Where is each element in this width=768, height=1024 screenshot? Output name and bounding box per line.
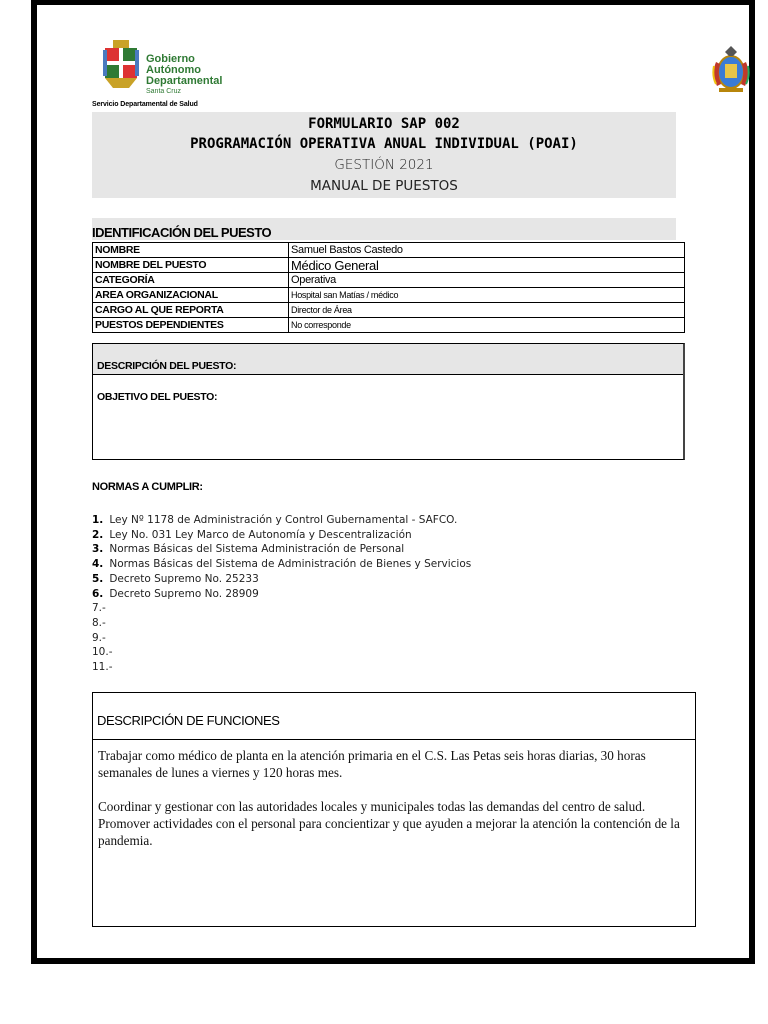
funcion-paragraph: Coordinar y gestionar con las autoridades locales y municipales todas las demandas del centro de salud. — [98, 799, 646, 814]
objetivo-label: OBJETIVO DEL PUESTO: — [97, 391, 218, 403]
logo-line-4: Santa Cruz — [146, 88, 182, 95]
funciones-body — [98, 747, 689, 849]
table-row — [93, 258, 685, 273]
list-item — [92, 528, 471, 543]
logo-line-1: Gobierno — [146, 53, 195, 65]
list-item — [92, 542, 471, 557]
row-label: NOMBRE DEL PUESTO — [93, 258, 289, 273]
identificacion-heading — [92, 218, 676, 240]
servicio-label: Servicio Departamental de Salud — [92, 101, 198, 108]
table-row — [93, 303, 685, 318]
item-number: 4. — [92, 558, 104, 571]
item-text: Normas Básicas del Sistema Administración de Personal — [109, 543, 405, 556]
normas-list — [92, 513, 471, 675]
descripcion-heading — [93, 344, 683, 375]
row-value: Samuel Bastos Castedo — [289, 243, 685, 258]
row-label: NOMBRE — [93, 243, 289, 258]
table-row — [93, 243, 685, 258]
list-item — [92, 572, 471, 587]
item-number: 1. — [92, 514, 104, 526]
row-value: Médico General — [289, 258, 685, 273]
row-value: Operativa — [289, 273, 685, 288]
list-item — [92, 513, 471, 528]
item-text: Decreto Supremo No. 25233 — [109, 572, 259, 585]
item-number: 6. — [92, 587, 104, 600]
descripcion-heading-text: DESCRIPCIÓN DEL PUESTO: — [97, 360, 237, 372]
list-item — [92, 557, 471, 572]
normas-heading: NORMAS A CUMPLIR: — [92, 481, 203, 493]
form-title: PROGRAMACIÓN OPERATIVA ANUAL INDIVIDUAL (POAI) — [190, 136, 578, 152]
item-text: Ley No. 031 Ley Marco de Autonomía y Descentralización — [109, 528, 412, 541]
table-row — [93, 288, 685, 303]
row-value: Director de Área — [289, 303, 685, 318]
identificacion-heading-text: IDENTIFICACIÓN DEL PUESTO — [92, 225, 272, 240]
funciones-heading — [93, 693, 695, 740]
item-number: 2. — [92, 528, 104, 541]
funcion-paragraph: Trabajar como médico de planta en la atención primaria en el C.S. Las Petas seis horas diarias, 30 horas semanales de lunes a viernes y 120 horas mes. — [98, 748, 646, 780]
item-text: Decreto Supremo No. 28909 — [109, 587, 259, 600]
funciones-heading-text: DESCRIPCIÓN DE FUNCIONES — [97, 713, 280, 728]
item-number: 5. — [92, 572, 104, 585]
descripcion-box — [92, 343, 685, 460]
table-row — [93, 273, 685, 288]
row-label: CARGO AL QUE REPORTA — [93, 303, 289, 318]
gobierno-text — [146, 54, 222, 96]
logo-line-3: Departamental — [146, 75, 223, 87]
form-title-box — [92, 112, 676, 198]
item-number: 3. — [92, 543, 104, 556]
row-label: CATEGORÍA — [93, 273, 289, 288]
item-text: Normas Básicas del Sistema de Administración de Bienes y Servicios — [109, 558, 472, 571]
form-year: GESTIÓN 2021 — [334, 157, 434, 173]
logo-line-2: Autónomo — [146, 64, 201, 76]
list-item-empty: 7.- — [92, 602, 106, 615]
item-text: Ley Nº 1178 de Administración y Control Gubernamental - SAFCO. — [109, 514, 458, 526]
list-item-empty: 11.- — [92, 661, 113, 674]
list-item — [92, 587, 471, 602]
row-label: PUESTOS DEPENDIENTES — [93, 318, 289, 333]
identificacion-table — [92, 242, 685, 333]
list-item-empty: 9.- — [92, 631, 106, 644]
row-label: AREA ORGANIZACIONAL — [93, 288, 289, 303]
department-shield-icon — [103, 40, 139, 92]
row-value: Hospital san Matías / médico — [289, 288, 685, 303]
form-code: FORMULARIO SAP 002 — [308, 116, 460, 132]
list-item-empty: 8.- — [92, 616, 106, 629]
coat-of-arms-icon — [711, 42, 751, 94]
funciones-box — [92, 692, 696, 927]
list-item-empty: 10.- — [92, 646, 113, 659]
table-row — [93, 318, 685, 333]
row-value: No corresponde — [289, 318, 685, 333]
funcion-paragraph: Promover actividades con el personal para concientizar y que ayuden a mejorar la atención la contención de la pandemia. — [98, 816, 680, 848]
form-subtitle: MANUAL DE PUESTOS — [310, 178, 458, 194]
